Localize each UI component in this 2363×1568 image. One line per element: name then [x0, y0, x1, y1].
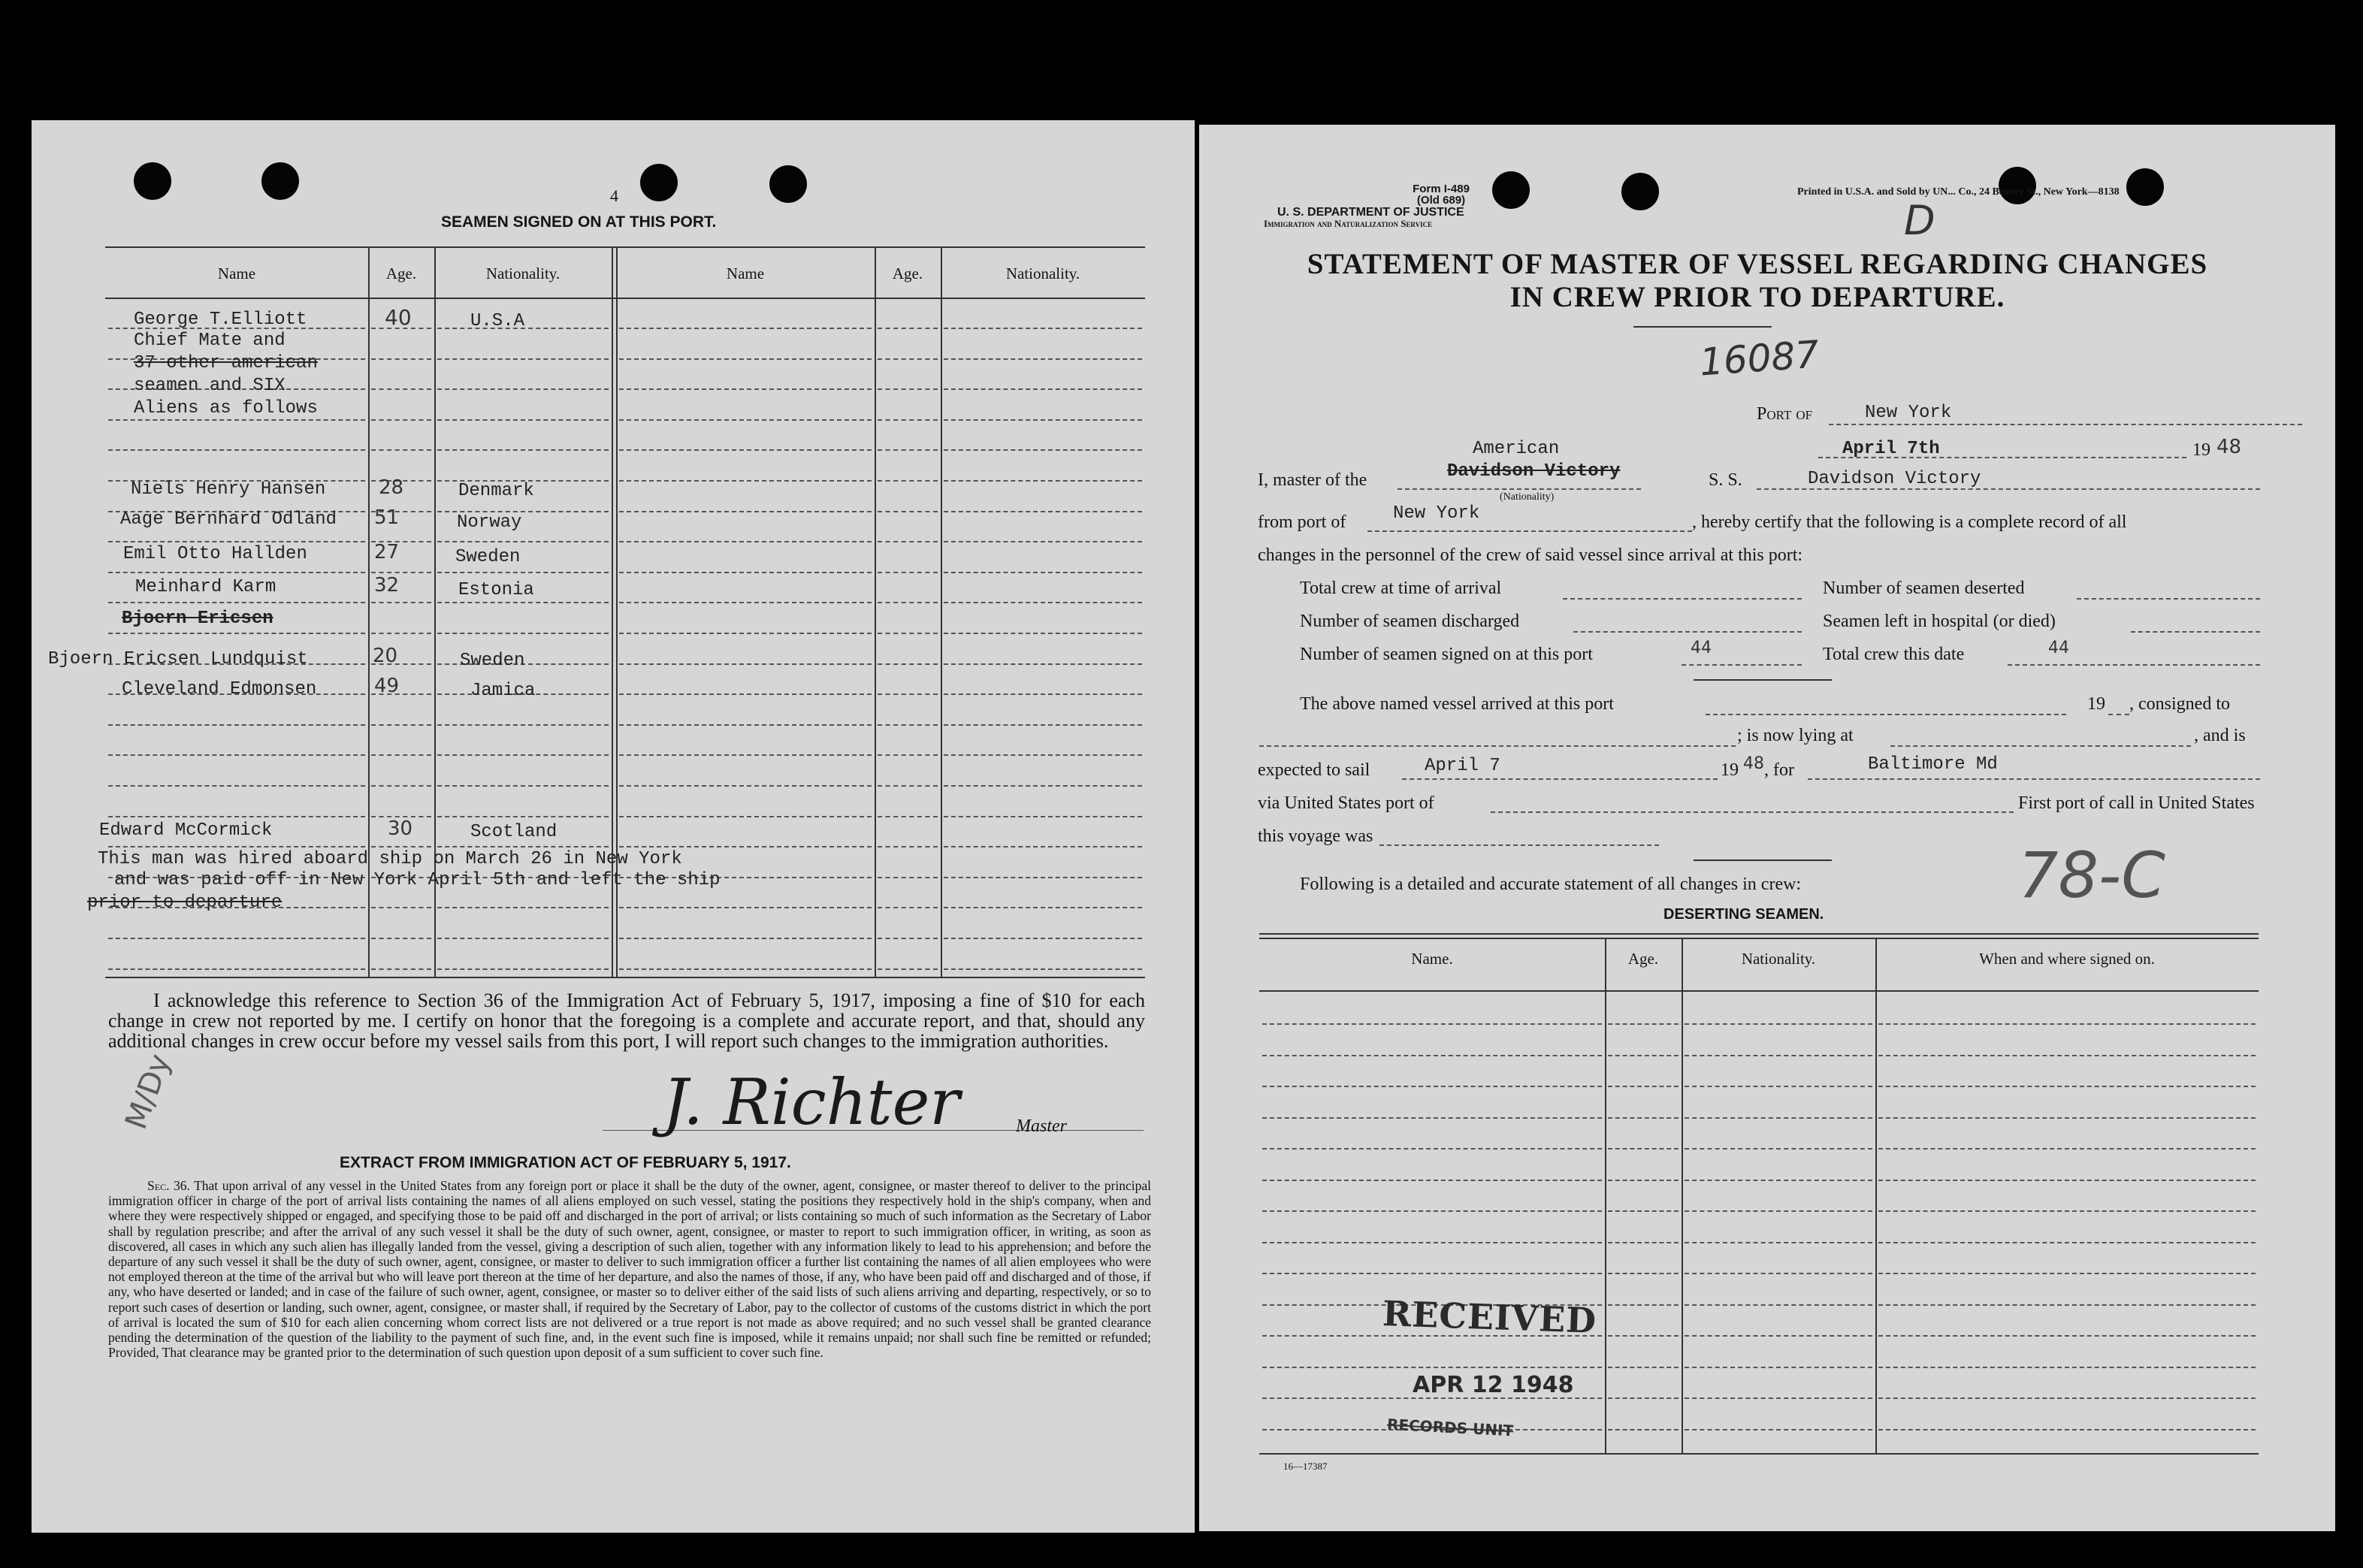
ruled-line: [619, 907, 872, 908]
ruled-line: [1608, 1429, 1679, 1431]
ruled-line: [1685, 1273, 1872, 1274]
ruled-line: [1608, 1117, 1679, 1119]
ruled-line: [1262, 1086, 1602, 1087]
crew-name: 37 other american: [134, 353, 318, 373]
ruled-line: [1608, 1242, 1679, 1243]
ruled-line: [619, 449, 872, 451]
ruled-line: [108, 816, 365, 817]
year-prefix: 19: [2192, 440, 2210, 460]
ruled-line: [437, 449, 609, 451]
ruled-line: [878, 907, 938, 908]
ruled-line: [1878, 1367, 2256, 1368]
ruled-line: [619, 846, 872, 847]
footer-code: 16—17387: [1283, 1461, 1328, 1472]
ruled-line: [1608, 1304, 1679, 1306]
extract-body: [108, 1178, 1151, 1360]
crew-age: 51: [374, 506, 400, 529]
crew-age: 20: [373, 645, 398, 667]
ruled-line: [1685, 1055, 1872, 1056]
ruled-line: [944, 877, 1142, 878]
ruled-line: [944, 328, 1142, 329]
ruled-line: [878, 877, 938, 878]
ruled-line: [878, 785, 938, 787]
ruled-line: [1685, 1429, 1872, 1431]
discharged-label: Number of seamen discharged: [1300, 612, 1520, 631]
printer-line: Printed in U.S.A. and Sold by UN... Co., 24 Beaver St., New York—8138: [1797, 186, 2120, 198]
ruled-line: [371, 572, 431, 573]
ruled-line: [944, 907, 1142, 908]
column-header-nationality: Nationality.: [485, 264, 561, 282]
ruled-line: [108, 541, 365, 542]
ruled-line: [944, 511, 1142, 512]
crew-nationality: Jamica: [470, 681, 536, 701]
ruled-line: [619, 663, 872, 665]
column-header-nationality-2: Nationality.: [1005, 264, 1080, 282]
crew-nationality: U.S.A: [470, 311, 525, 331]
ruled-line: [878, 633, 938, 634]
punch-hole: [261, 162, 299, 200]
ruled-line: [878, 602, 938, 603]
ruled-line: [619, 328, 872, 329]
punch-hole: [1621, 173, 1659, 210]
total-crew-date-value: 44: [2048, 639, 2069, 657]
ruled-line: [878, 328, 938, 329]
ruled-line: [944, 724, 1142, 726]
punch-hole: [134, 162, 171, 200]
section-title: SEAMEN SIGNED ON AT THIS PORT.: [441, 213, 717, 231]
ruled-line: [1878, 1117, 2256, 1119]
crew-name: Cleveland Edmonsen: [122, 679, 317, 699]
lying-label: ; is now lying at: [1737, 726, 1854, 745]
nationality-caption: (Nationality): [1500, 491, 1555, 503]
punch-hole: [2126, 168, 2164, 206]
hospital-label: Seamen left in hospital (or died): [1823, 612, 2056, 631]
ruled-line: [944, 663, 1142, 665]
crew-name: seamen and SIX: [134, 376, 286, 396]
ruled-line: [1878, 1242, 2256, 1243]
form-number: Form I-489: [1413, 183, 1470, 195]
column-header-age-2: Age.: [892, 264, 923, 282]
ruled-line: [878, 938, 938, 939]
ruled-line: [619, 938, 872, 939]
voyage-label: this voyage was: [1258, 826, 1373, 846]
signed-on-value: 44: [1691, 639, 1712, 657]
extract-section: Sec. 36.: [147, 1178, 190, 1193]
ruled-line: [1262, 1148, 1602, 1150]
ruled-line: [619, 754, 872, 756]
ruled-line: [878, 724, 938, 726]
ruled-line: [1262, 1273, 1602, 1274]
code-mark: 78-C: [2018, 838, 2165, 912]
ruled-line: [619, 633, 872, 634]
note-line: and was paid off in New York April 5th and left the ship: [114, 870, 721, 890]
crew-name: George T.Elliott: [134, 310, 307, 330]
punch-hole: [640, 164, 678, 201]
ruled-line: [944, 602, 1142, 603]
title-line-1: STATEMENT OF MASTER OF VESSEL REGARDING CHANGES: [1307, 248, 2208, 280]
column-header-age: Age.: [385, 264, 417, 282]
punch-hole: [769, 165, 807, 203]
via-label: via United States port of: [1258, 793, 1434, 813]
crew-name: Bjoern Ericsen Lundquist: [48, 649, 308, 669]
ruled-line: [1878, 1429, 2256, 1431]
ruled-line: [1685, 1086, 1872, 1087]
port-value: New York: [1865, 403, 1952, 423]
crew-age: 40: [385, 305, 412, 330]
ruled-line: [1608, 1148, 1679, 1150]
ruled-line: [944, 816, 1142, 817]
column-header-name: Name: [217, 264, 256, 282]
ruled-line: [1685, 1210, 1872, 1212]
ruled-line: [944, 785, 1142, 787]
ruled-line: [1878, 1397, 2256, 1399]
expected-label: expected to sail: [1258, 760, 1370, 780]
ruled-line: [944, 358, 1142, 360]
title-line-2: IN CREW PRIOR TO DEPARTURE.: [1509, 281, 2005, 313]
and-is-label: , and is: [2194, 726, 2246, 745]
crew-nationality: Sweden: [455, 547, 521, 567]
ruled-line: [1878, 1304, 2256, 1306]
stamp-office: RECORDS UNIT: [1386, 1415, 1514, 1440]
ruled-line: [1262, 1055, 1602, 1056]
certify-text: , hereby certify that the following is a complete record of all: [1692, 512, 2127, 532]
punch-hole: [1999, 167, 2036, 204]
ruled-line: [108, 938, 365, 939]
ruled-line: [437, 907, 609, 908]
column-header-age: Age.: [1627, 950, 1659, 968]
ruled-line: [108, 572, 365, 573]
ruled-line: [1262, 1242, 1602, 1243]
ruled-line: [108, 449, 365, 451]
ruled-line: [1262, 1367, 1602, 1368]
crew-name: Aliens as follows: [134, 398, 318, 418]
extract-title: EXTRACT FROM IMMIGRATION ACT OF FEBRUARY 5, 1917.: [340, 1154, 791, 1171]
crew-name: Emil Otto Hallden: [123, 544, 307, 564]
ruled-line: [1608, 1086, 1679, 1087]
following-text: Following is a detailed and accurate statement of all changes in crew:: [1300, 875, 1802, 894]
year-value: 48: [2216, 436, 2242, 458]
ruled-line: [1878, 1335, 2256, 1337]
master-label: I, master of the: [1258, 470, 1367, 490]
handwritten-mark: D: [1904, 197, 1935, 244]
ruled-line: [1685, 1180, 1872, 1181]
ruled-line: [619, 480, 872, 482]
ruled-line: [371, 754, 431, 756]
arrived-year: 19: [2087, 694, 2105, 714]
received-stamp: RECEIVED: [1382, 1293, 1597, 1341]
deserted-label: Number of seamen deserted: [1823, 579, 2025, 598]
ruled-line: [1685, 1242, 1872, 1243]
ruled-line: [371, 968, 431, 970]
signature-role: Master: [1016, 1116, 1067, 1136]
acknowledgement-text: I acknowledge this reference to Section 36 of the Immigration Act of February 5, 1917, imposing a fine of $10 for each change in crew not reported by me. I certify on honor that the foregoing is a complete and accurate report, and that, should any additional changes in crew occur before my vessel sails from this port, I will report such changes to the immigration authorities.: [108, 989, 1145, 1052]
ruled-line: [944, 633, 1142, 634]
ruled-line: [944, 938, 1142, 939]
ruled-line: [944, 480, 1142, 482]
column-header-when-where: When and where signed on.: [1979, 950, 2155, 968]
right-page: [1199, 125, 2335, 1531]
note-line: This man was hired aboard ship on March 26 in New York: [98, 849, 682, 869]
ruled-line: [1608, 1055, 1679, 1056]
ruled-line: [437, 633, 609, 634]
left-page: [32, 120, 1195, 1533]
crew-age: 30: [388, 817, 413, 840]
ruled-line: [619, 724, 872, 726]
crew-name: Niels Henry Hansen: [131, 479, 326, 500]
ruled-line: [619, 602, 872, 603]
destination: Baltimore Md: [1868, 754, 1998, 775]
column-header-name: Name.: [1411, 950, 1453, 968]
ruled-line: [944, 693, 1142, 695]
ruled-line: [108, 633, 365, 634]
ruled-line: [619, 511, 872, 512]
ruled-line: [437, 846, 609, 847]
ruled-line: [1878, 1055, 2256, 1056]
ruled-line: [878, 663, 938, 665]
ruled-line: [1262, 1210, 1602, 1212]
ruled-line: [371, 633, 431, 634]
ruled-line: [1608, 1397, 1679, 1399]
ruled-line: [878, 449, 938, 451]
ruled-line: [619, 541, 872, 542]
ruled-line: [371, 785, 431, 787]
arrived-label: The above named vessel arrived at this port: [1300, 694, 1614, 714]
ruled-line: [371, 846, 431, 847]
ruled-line: [371, 449, 431, 451]
ruled-line: [944, 846, 1142, 847]
crew-name-struck: Bjoern Ericsen: [122, 609, 273, 629]
ruled-line: [878, 388, 938, 390]
ruled-line: [1608, 1210, 1679, 1212]
page-number: 4: [610, 186, 618, 205]
ruled-line: [437, 754, 609, 756]
ruled-line: [619, 785, 872, 787]
ruled-line: [1262, 1023, 1602, 1025]
ruled-line: [878, 816, 938, 817]
note-line: prior to departure: [87, 893, 283, 913]
crew-nationality: Norway: [457, 512, 522, 533]
ruled-line: [1685, 1023, 1872, 1025]
ruled-line: [1685, 1367, 1872, 1368]
ruled-line: [878, 754, 938, 756]
ruled-line: [108, 419, 365, 421]
ruled-line: [1878, 1086, 2256, 1087]
deserting-title: DESERTING SEAMEN.: [1663, 906, 1824, 923]
total-crew-arrival-label: Total crew at time of arrival: [1300, 579, 1502, 598]
ruled-line: [437, 602, 609, 603]
ruled-line: [1685, 1304, 1872, 1306]
ruled-line: [944, 388, 1142, 390]
ruled-line: [108, 968, 365, 970]
ruled-line: [437, 724, 609, 726]
ruled-line: [878, 358, 938, 360]
ruled-line: [108, 785, 365, 787]
extract-text: That upon arrival of any vessel in the United States from any foreign port or place it shall be the duty of the owner, agent, consignee, or master thereof to deliver to the principal immigration officer in charge of the port of arrival lists containing the names of all aliens employed on such vessel, stating the positions they respectively hold in the ship's company, when and where they were respectively shipped or engaged, and specifying those to be paid off and discharged in the port of arrival; or lists containing so much of such information as the Secretary of Labor shall by regulation prescribe; and after the arrival of any such vessel it shall be the duty of such owner, agent, consignee, or master to report to such immigration officer, in writing, as soon as discovered, all cases in which any such alien has illegally landed from the vessel, giving a description of such alien, together with any information likely to lead to his apprehension; and before the departure of any such vessel it shall be the duty of such owner, agent, consignee, or master to deliver to such immigration officer a further list containing the names of all alien employees who were not employed thereon at the time of the arrival but who will leave port thereon at the time of her departure, and also the names of those, if any, who have been paid off and discharged and of those, if any, who have deserted or landed; and in case of the failure of such owner, agent, consignee, or master so to deliver either of the said lists of such aliens arriving and departing, respectively, or so to report such cases of desertion or landing, such owner, agent, consignee, or master shall, if required by the Secretary of Labor, pay to the collector of customs of the customs district in which the port of arrival is located the sum of $10 for each alien concerning whom correct lists are not delivered or a true report is not made as above required; and no such vessel shall be granted clearance pending the determination of the question of the liability to the payment of such fine, and, in the event such fine is imposed, while it remains unpaid; nor shall such fine be remitted or refunded; Provided, That clearance may be granted prior to the determination of such question upon deposit of a sum sufficient to cover such fine.: [108, 1178, 1151, 1361]
ruled-line: [1608, 1180, 1679, 1181]
column-header-nationality: Nationality.: [1741, 950, 1816, 968]
form-title: [1258, 248, 2257, 314]
crew-name: Aage Bernhard Odland: [120, 509, 337, 530]
ruled-line: [1608, 1335, 1679, 1337]
date-value: April 7th: [1842, 439, 1940, 459]
crew-age: 49: [374, 675, 400, 697]
ruled-line: [1608, 1273, 1679, 1274]
ruled-line: [619, 968, 872, 970]
consigned-label: , consigned to: [2129, 694, 2230, 714]
crew-age: 28: [379, 476, 404, 499]
ruled-line: [371, 388, 431, 390]
crew-nationality: Estonia: [458, 580, 534, 600]
ruled-line: [878, 511, 938, 512]
ruled-line: [1685, 1397, 1872, 1399]
ruled-line: [437, 572, 609, 573]
ruled-line: [619, 358, 872, 360]
sail-date: April 7: [1425, 756, 1500, 776]
ruled-line: [437, 358, 609, 360]
ruled-line: [619, 816, 872, 817]
crew-nationality: Scotland: [470, 822, 558, 842]
sail-year-prefix: 19: [1721, 760, 1739, 780]
ruled-line: [371, 602, 431, 603]
ruled-line: [878, 541, 938, 542]
ruled-line: [437, 968, 609, 970]
first-port-label: First port of call in United States: [2018, 793, 2255, 813]
form-header: [1360, 183, 1522, 206]
ruled-line: [437, 388, 609, 390]
service: Immigration and Naturalization Service: [1264, 218, 1433, 229]
ruled-line: [1608, 1367, 1679, 1368]
for-label: , for: [1764, 760, 1794, 780]
ruled-line: [437, 938, 609, 939]
ruled-line: [437, 785, 609, 787]
nationality-value: American: [1473, 439, 1560, 459]
ruled-line: [437, 419, 609, 421]
struck-vessel-name: Davidson Victory: [1447, 461, 1621, 482]
ruled-line: [1262, 1117, 1602, 1119]
crew-nationality: Sweden: [460, 651, 525, 671]
ruled-line: [944, 449, 1142, 451]
ruled-line: [371, 724, 431, 726]
ruled-line: [944, 419, 1142, 421]
signed-on-label: Number of seamen signed on at this port: [1300, 645, 1593, 664]
ruled-line: [619, 572, 872, 573]
ruled-line: [437, 816, 609, 817]
ruled-line: [108, 846, 365, 847]
ruled-line: [1685, 1117, 1872, 1119]
ruled-line: [878, 968, 938, 970]
ruled-line: [108, 754, 365, 756]
ruled-line: [619, 693, 872, 695]
department: U. S. DEPARTMENT OF JUSTICE: [1277, 206, 1464, 219]
ss-value: Davidson Victory: [1808, 469, 1981, 489]
ruled-line: [1878, 1273, 2256, 1274]
crew-name: Edward McCormick: [99, 820, 273, 841]
crew-age: 32: [374, 574, 400, 597]
column-header-name-2: Name: [726, 264, 765, 282]
margin-mark: M/Dy: [119, 1049, 178, 1134]
ruled-line: [108, 602, 365, 603]
ruled-line: [1608, 1023, 1679, 1025]
from-port-value: New York: [1393, 503, 1480, 524]
crew-name: Meinhard Karm: [135, 577, 276, 597]
ruled-line: [1878, 1023, 2256, 1025]
ss-label: S. S.: [1709, 470, 1742, 490]
ruled-line: [108, 724, 365, 726]
ruled-line: [371, 419, 431, 421]
total-crew-date-label: Total crew this date: [1823, 645, 1965, 664]
from-port-label: from port of: [1258, 512, 1346, 532]
stamp-date: APR 12 1948: [1413, 1372, 1574, 1398]
ruled-line: [1878, 1210, 2256, 1212]
ruled-line: [1878, 1180, 2256, 1181]
ruled-line: [944, 572, 1142, 573]
ruled-line: [1878, 1148, 2256, 1150]
ruled-line: [371, 358, 431, 360]
crew-name: Chief Mate and: [134, 331, 286, 351]
ruled-line: [1262, 1180, 1602, 1181]
ruled-line: [371, 938, 431, 939]
ruled-line: [878, 480, 938, 482]
ruled-line: [619, 419, 872, 421]
port-label: Port of: [1757, 404, 1813, 424]
ruled-line: [619, 388, 872, 390]
ruled-line: [371, 907, 431, 908]
ruled-line: [944, 968, 1142, 970]
sail-year: 48: [1743, 754, 1764, 773]
form-old: (Old 689): [1416, 194, 1466, 207]
file-number: 16087: [1698, 332, 1821, 385]
ruled-line: [1685, 1335, 1872, 1337]
ruled-line: [437, 541, 609, 542]
ruled-line: [944, 541, 1142, 542]
ruled-line: [1685, 1148, 1872, 1150]
ruled-line: [878, 846, 938, 847]
ruled-line: [878, 572, 938, 573]
master-signature: J. Richter: [663, 1065, 960, 1139]
ruled-line: [878, 693, 938, 695]
crew-nationality: Denmark: [458, 481, 534, 501]
ruled-line: [878, 419, 938, 421]
crew-age: 27: [374, 541, 400, 563]
ruled-line: [944, 754, 1142, 756]
changes-text: changes in the personnel of the crew of said vessel since arrival at this port:: [1258, 545, 1803, 565]
